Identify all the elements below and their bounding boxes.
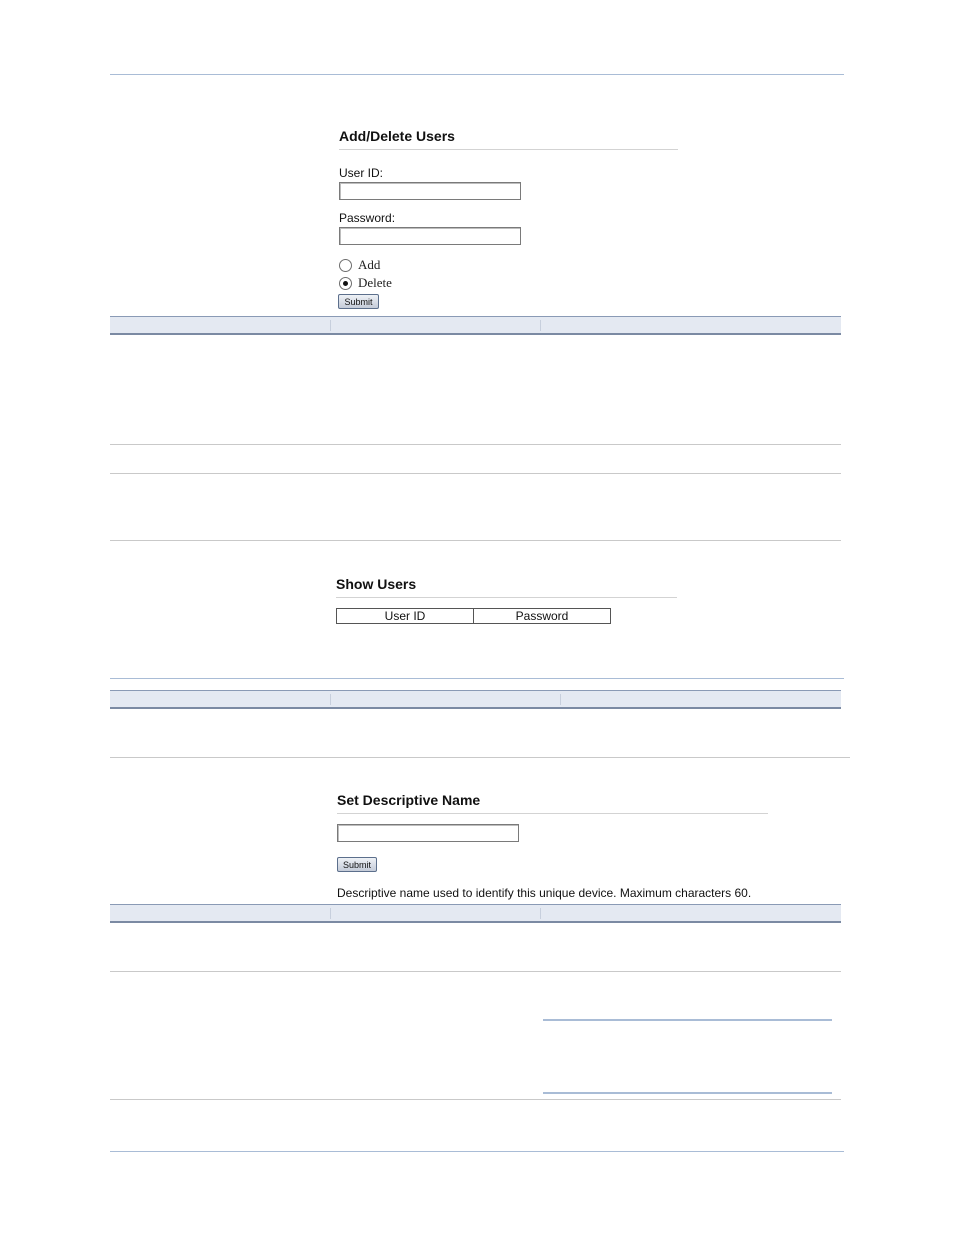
table-header-divider xyxy=(540,908,541,919)
add-delete-title-rule xyxy=(339,149,678,150)
delete-radio[interactable] xyxy=(339,277,352,290)
descriptive-name-note: Descriptive name used to identify this unique device. Maximum characters 60. xyxy=(337,886,752,900)
section-rule xyxy=(110,678,844,679)
table-header-bar-1 xyxy=(110,316,841,335)
table-header-divider xyxy=(330,694,331,705)
password-label: Password: xyxy=(339,211,396,225)
password-input[interactable] xyxy=(339,227,521,245)
users-table-header xyxy=(336,608,611,624)
delete-radio-label: Delete xyxy=(358,275,392,290)
table-header-bar-3 xyxy=(110,904,841,923)
user-id-label: User ID: xyxy=(339,166,384,180)
add-delete-users-title: Add/Delete Users xyxy=(339,128,455,144)
table-header-bar-2 xyxy=(110,690,841,709)
add-delete-submit-button[interactable]: Submit xyxy=(338,294,379,309)
add-radio-label: Add xyxy=(358,257,381,272)
note-box-top-rule xyxy=(543,1019,832,1021)
row-divider xyxy=(110,1099,841,1100)
row-divider xyxy=(110,444,841,445)
row-divider xyxy=(110,971,841,972)
add-radio[interactable] xyxy=(339,259,352,272)
note-box-bottom-rule xyxy=(543,1092,832,1094)
users-col-user-id: User ID xyxy=(384,609,426,623)
table-header-divider xyxy=(540,320,541,331)
row-divider xyxy=(110,540,841,541)
user-id-input[interactable] xyxy=(339,182,521,200)
row-divider xyxy=(110,757,850,758)
descriptive-name-input[interactable] xyxy=(337,824,519,842)
show-users-title-rule xyxy=(336,597,677,598)
show-users-title: Show Users xyxy=(336,576,417,592)
descriptive-name-submit-button[interactable]: Submit xyxy=(337,857,377,872)
table-header-divider xyxy=(330,908,331,919)
page-bottom-rule xyxy=(110,1151,844,1152)
table-header-divider xyxy=(330,320,331,331)
delete-radio-selected-dot xyxy=(343,281,348,286)
row-divider xyxy=(110,473,841,474)
page-top-rule xyxy=(110,74,844,75)
descriptive-name-title-rule xyxy=(337,813,768,814)
descriptive-name-title: Set Descriptive Name xyxy=(337,792,481,808)
table-header-divider xyxy=(560,694,561,705)
users-col-password: Password xyxy=(473,609,610,623)
